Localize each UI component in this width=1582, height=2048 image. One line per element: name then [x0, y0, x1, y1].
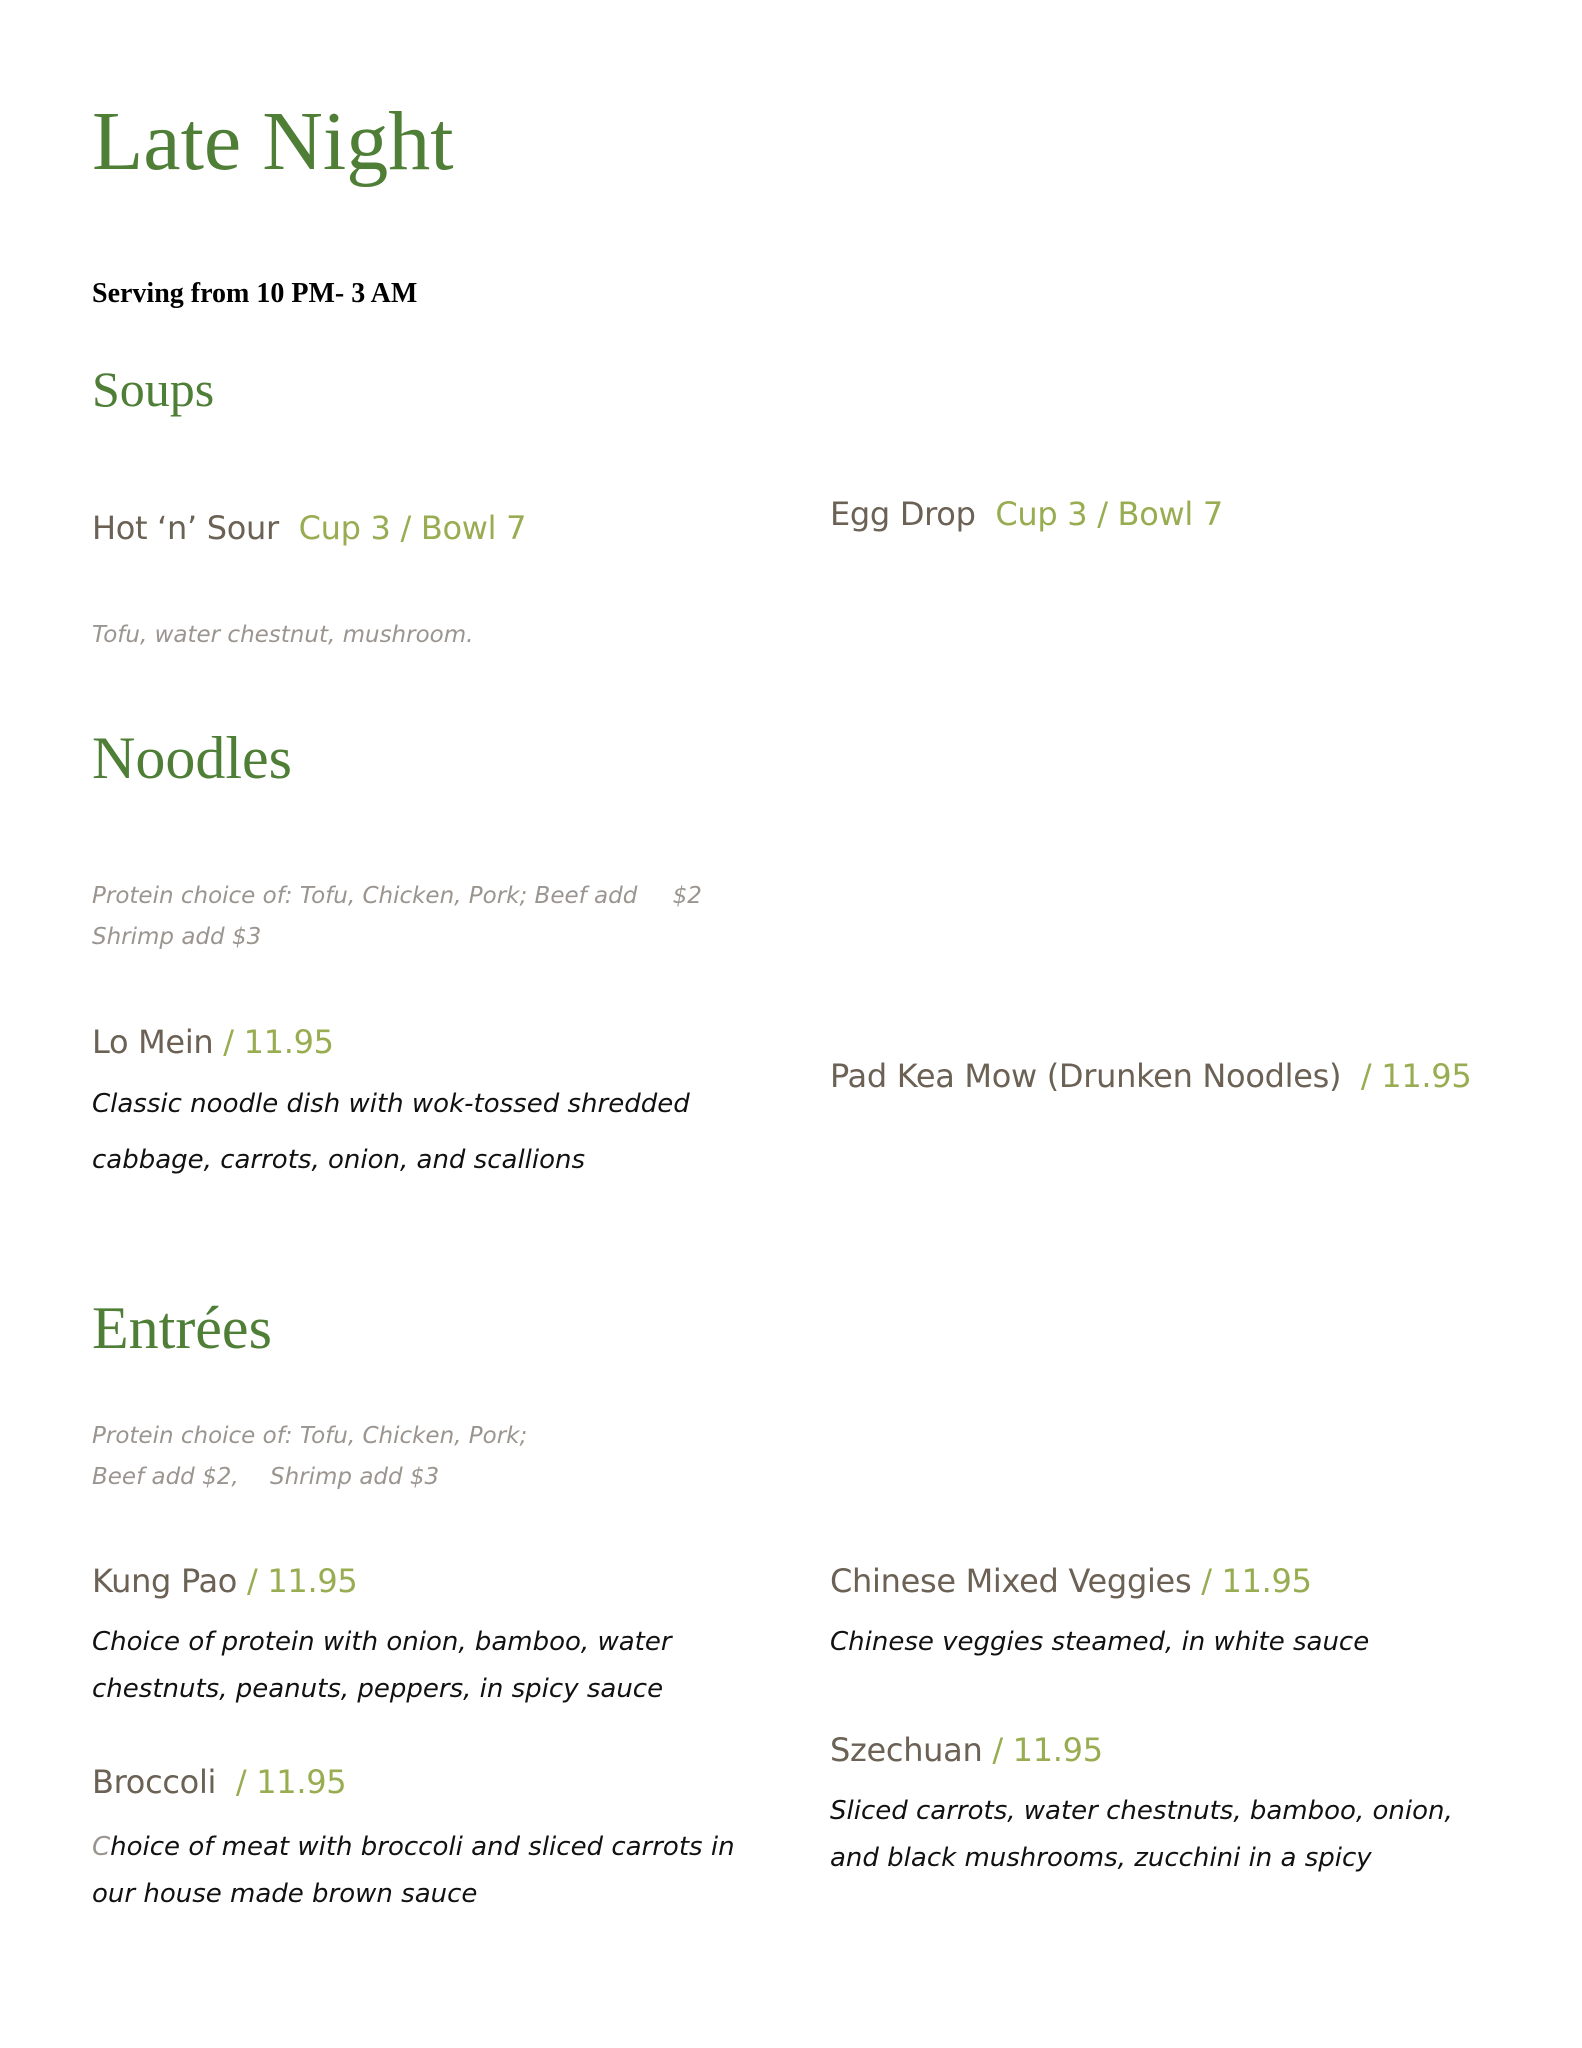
description-rest: hoice of meat with broccoli and sliced carrots in: [110, 1832, 735, 1862]
item-name: Lo Mein: [92, 1023, 214, 1061]
section-heading-noodles: Noodles: [92, 725, 292, 791]
page-title: Late Night: [92, 95, 454, 188]
item-description-line-1: Classic noodle dish with wok-tossed shredded: [92, 1089, 690, 1119]
menu-item-lo-mein: [92, 1023, 334, 1061]
section-heading-entrees: Entrées: [92, 1295, 272, 1361]
item-name: Broccoli: [92, 1763, 217, 1801]
beef-price: $2: [672, 883, 702, 909]
item-name: Szechuan: [830, 1731, 983, 1769]
item-price: / 11.95: [1201, 1562, 1312, 1600]
menu-item-broccoli: [92, 1763, 347, 1801]
item-description-line-2: our house made brown sauce: [92, 1879, 478, 1909]
protein-note: [92, 885, 702, 908]
item-name: Hot ‘n’ Sour: [92, 509, 279, 547]
menu-item-szechuan: [830, 1731, 1103, 1769]
protein-note: Protein choice of: Tofu, Chicken, Pork;: [92, 1423, 528, 1449]
item-price: / 11.95: [235, 1763, 347, 1801]
protein-note-text: Protein choice of: Tofu, Chicken, Pork; Beef add: [92, 883, 638, 909]
item-price: / 11.95: [246, 1562, 358, 1600]
item-price: / 11.95: [992, 1731, 1103, 1769]
item-name: Pad Kea Mow (Drunken Noodles): [830, 1057, 1342, 1095]
item-price: / 11.95: [223, 1023, 334, 1061]
menu-item-pad-kea-mow: [830, 1057, 1472, 1095]
item-price: / 11.95: [1360, 1057, 1472, 1095]
item-description-line-2: and black mushrooms, zucchini in a spicy: [830, 1843, 1372, 1873]
beef-note: Beef add $2,: [92, 1464, 239, 1490]
item-price: Cup 3 / Bowl 7: [995, 495, 1223, 533]
add-on-note: [92, 1466, 439, 1489]
item-description-line-1: Choice of protein with onion, bamboo, water: [92, 1627, 672, 1657]
menu-item-chinese-mixed-veggies: [830, 1562, 1312, 1600]
shrimp-note: Shrimp add $3: [92, 924, 262, 950]
item-name: Egg Drop: [830, 495, 976, 533]
description-initial: C: [92, 1832, 111, 1862]
serving-hours: Serving from 10 PM- 3 AM: [92, 278, 418, 309]
item-description-line-1: Chinese veggies steamed, in white sauce: [830, 1627, 1370, 1657]
item-description-line-2: chestnuts, peanuts, peppers, in spicy sauce: [92, 1674, 664, 1704]
item-description: Tofu, water chestnut, mushroom.: [92, 622, 474, 648]
section-heading-soups: Soups: [92, 361, 215, 417]
menu-item-kung-pao: [92, 1562, 358, 1600]
item-name: Kung Pao: [92, 1562, 238, 1600]
shrimp-note: Shrimp add $3: [269, 1464, 440, 1490]
item-price: Cup 3 / Bowl 7: [298, 509, 527, 547]
item-description-line-1: [92, 1834, 735, 1860]
item-description-line-1: Sliced carrots, water chestnuts, bamboo, onion,: [830, 1796, 1453, 1826]
menu-item-egg-drop: [830, 495, 1223, 533]
item-description-line-2: cabbage, carrots, onion, and scallions: [92, 1145, 586, 1175]
item-name: Chinese Mixed Veggies: [830, 1562, 1192, 1600]
menu-item-hot-n-sour: [92, 509, 527, 547]
